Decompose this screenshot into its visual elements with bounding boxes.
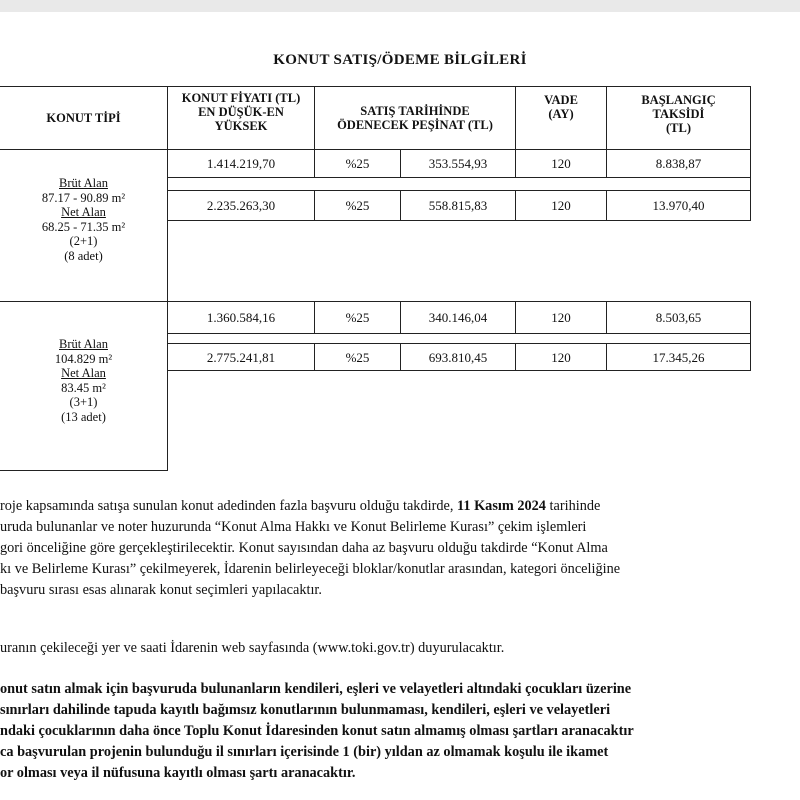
net-label: Net Alan xyxy=(61,366,106,380)
header-down-payment xyxy=(315,87,515,149)
rooms: (2+1) xyxy=(69,234,98,248)
header-term-line: VADE xyxy=(544,93,578,107)
paragraph-line: ndaki çocuklarının daha önce Toplu Konut İdaresinden konut satın almamış olması şartları aranacaktır xyxy=(0,723,634,739)
header-type xyxy=(0,87,167,149)
paragraph-text: roje kapsamında satışa sunulan konut adedinden fazla başvuru olduğu takdirde, xyxy=(0,498,457,514)
down-payment-cell: 558.815,83 xyxy=(428,198,488,213)
paragraph-text: tarihinde xyxy=(545,498,601,514)
percent-cell: %25 xyxy=(345,198,370,213)
percent-cell: %25 xyxy=(345,156,370,171)
price-cell: 2.235.263,30 xyxy=(206,198,276,213)
installment-cell: 17.345,26 xyxy=(652,349,705,365)
table-line xyxy=(750,86,751,150)
paragraph-line: uruda bulunanlar ve noter huzurunda “Konut Alma Hakkı ve Konut Belirleme Kurası” çekim işlemleri xyxy=(0,519,587,535)
header-installment xyxy=(607,87,750,149)
header-price-line: EN DÜŞÜK-EN xyxy=(198,105,284,119)
net-value: 68.25 - 71.35 m² xyxy=(41,219,126,234)
header-price-line: YÜKSEK xyxy=(214,119,268,133)
installment-cell: 13.970,40 xyxy=(652,198,705,213)
down-payment-cell: 340.146,04 xyxy=(428,310,488,325)
lottery-date: 11 Kasım 2024 xyxy=(456,498,546,514)
down-payment-cell: 693.810,45 xyxy=(428,349,488,365)
brut-value: 87.17 - 90.89 m² xyxy=(41,190,126,205)
header-install-line: TAKSİDİ xyxy=(652,107,705,121)
paragraph-line: ca başvurulan projenin bulunduğu il sınırları içerisinde 1 (bir) yıldan az olmamak koşulu ile ikamet xyxy=(0,744,609,760)
percent-cell: %25 xyxy=(345,349,370,365)
table-line xyxy=(167,177,751,178)
paragraph-line: onut satın almak için başvuruda bulunanların kendileri, eşleri ve velayetleri altındaki çocukları üzerine xyxy=(0,681,632,697)
header-price-line: KONUT FİYATI (TL) xyxy=(181,91,301,105)
brut-label: Brüt Alan xyxy=(59,176,108,190)
header-price xyxy=(168,87,314,149)
paragraph-line xyxy=(0,496,800,518)
header-term xyxy=(516,87,606,149)
header-down-line: ÖDENECEK PEŞİNAT (TL) xyxy=(337,118,493,132)
down-payment-cell: 353.554,93 xyxy=(428,156,488,171)
paragraph-line: başvuru sırası esas alınarak konut seçimleri yapılacaktır. xyxy=(0,582,322,598)
installment-cell: 8.503,65 xyxy=(655,310,702,325)
header-down-line: SATIŞ TARİHİNDE xyxy=(360,104,470,118)
paragraph-line: gori önceliğine göre gerçekleştirilecektir. Konut sayısından daha az başvuru olduğu takdirde “Konut Alma xyxy=(0,540,608,556)
paragraph-line: sınırları dahilinde tapuda kayıtlı bağımsız konutlarının bulunmaması, kendileri, eşleri ve velayetleri xyxy=(0,702,611,718)
table-line xyxy=(750,301,751,371)
unit-count: (13 adet) xyxy=(61,409,106,424)
term-cell: 120 xyxy=(551,310,571,325)
page-title: KONUT SATIŞ/ÖDEME BİLGİLERİ xyxy=(273,52,527,68)
header-install-line: (TL) xyxy=(665,121,691,135)
header-type-label: KONUT TİPİ xyxy=(46,111,121,125)
group-label xyxy=(0,337,167,441)
net-label: Net Alan xyxy=(61,205,106,219)
table-line xyxy=(167,333,751,334)
percent-cell: %25 xyxy=(345,310,370,325)
brut-value: 104.829 m² xyxy=(54,351,113,366)
net-value: 83.45 m² xyxy=(61,380,106,395)
header-term-line: (AY) xyxy=(548,107,574,121)
term-cell: 120 xyxy=(551,198,571,213)
table-line xyxy=(0,470,168,471)
group-label xyxy=(0,176,167,280)
term-cell: 120 xyxy=(551,156,571,171)
table-line xyxy=(167,220,751,221)
header-install-line: BAŞLANGIÇ xyxy=(641,93,716,107)
unit-count: (8 adet) xyxy=(64,248,103,263)
installment-cell: 8.838,87 xyxy=(655,156,702,171)
table-line xyxy=(167,370,751,371)
top-band xyxy=(0,0,800,12)
price-cell: 2.775.241,81 xyxy=(206,349,276,365)
table-line xyxy=(750,149,751,221)
term-cell: 120 xyxy=(551,349,571,365)
brut-label: Brüt Alan xyxy=(59,337,108,351)
paragraph-line: or olması veya il nüfusuna kayıtlı olması şartı aranacaktır. xyxy=(0,765,356,781)
paragraph-announcement: uranın çekileceği yer ve saati İdarenin web sayfasında (www.toki.gov.tr) duyurulacaktır. xyxy=(0,640,505,656)
paragraph-line: kı ve Belirleme Kurası” çekilmeyerek, İdarenin belirleyeceği bloklar/konutlar arasından, kategori önceliğine xyxy=(0,561,621,577)
rooms: (3+1) xyxy=(69,395,98,409)
price-cell: 1.360.584,16 xyxy=(206,310,276,325)
price-cell: 1.414.219,70 xyxy=(206,156,276,171)
